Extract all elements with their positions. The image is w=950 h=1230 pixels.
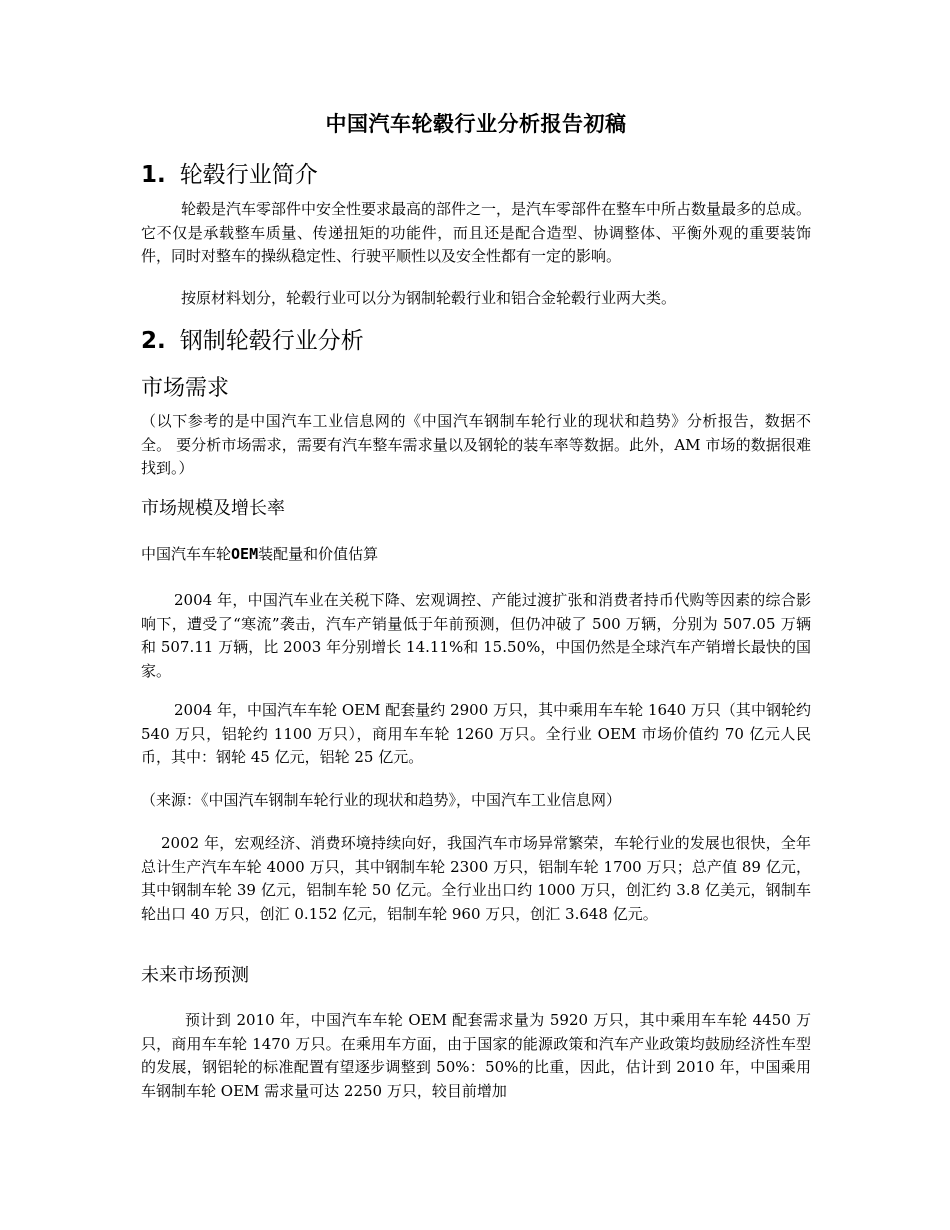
section-1-number: 1.: [141, 162, 166, 188]
document-title: 中国汽车轮毂行业分析报告初稿: [325, 112, 627, 136]
market-demand-heading: 市场需求: [141, 376, 230, 401]
section-1-paragraph-2: 按原材料划分，轮毂行业可以分为钢制轮毂行业和铝合金轮毂行业两大类。: [181, 289, 677, 307]
section-2-heading: [141, 322, 364, 355]
paragraph-2010-forecast: 预计到 2010 年，中国汽车车轮 OEM 配套需求量为 5920 万只，其中乘用车车轮 4450 万只，商用车车轮 1470 万只。在乘用车方面，由于国家的能源政策和汽车产业政策均鼓励经济性车型的发展，钢铝轮的标准配置有望逐步调整到 50%：50%的比重，因此，估计到 2010 年，中国乘用车钢制车轮 OEM 需求量可达 2250 万只，较目前增加: [141, 1011, 811, 1100]
source-citation: （来源：《中国汽车钢制车轮行业的现状和趋势》，中国汽车工业信息网）: [141, 791, 622, 809]
oem-estimate-heading-part-3: 装配量和价值估算: [258, 545, 379, 563]
reference-note: （以下参考的是中国汽车工业信息网的《中国汽车钢制车轮行业的现状和趋势》分析报告，数据不全。 要分析市场需求，需要有汽车整车需求量以及钢轮的装车率等数据。此外，AM 市场的数据很难找到。）: [141, 412, 811, 477]
section-1-paragraph-1: 轮毂是汽车零部件中安全性要求最高的部件之一，是汽车零部件在整车中所占数量最多的总成。它不仅是承载整车质量、传递扭矩的功能件，而且还是配合造型、协调整体、平衡外观的重要装饰件，同时对整车的操纵稳定性、行驶平顺性以及安全性都有一定的影响。: [141, 200, 812, 265]
paragraph-2004-oem-wheels: 2004 年，中国汽车车轮 OEM 配套量约 2900 万只，其中乘用车车轮 1640 万只（其中钢轮约 540 万只，铝轮约 1100 万只），商用车车轮 1260 万只。全行业 OEM 市场价值约 70 亿元人民币，其中：钢轮 45 亿元，铝轮 25 亿元。: [141, 701, 811, 766]
oem-estimate-heading-part-2: OEM: [231, 545, 259, 563]
oem-estimate-heading-part-1: 中国汽车车轮: [141, 545, 232, 563]
paragraph-2004-auto-industry: 2004 年，中国汽车业在关税下降、宏观调控、产能过渡扩张和消费者持币代购等因素的综合影响下，遭受了“寒流”袭击，汽车产销量低于年前预测，但仍冲破了 500 万辆，分别为 507.05 万辆和 507.11 万辆，比 2003 年分别增长 14.11%和 15.50%，中国仍然是全球汽车产销增长最快的国家。: [141, 591, 811, 680]
oem-estimate-heading: [141, 543, 378, 564]
section-2-title: 钢制轮毂行业分析: [179, 328, 364, 354]
section-1-title: 轮毂行业简介: [179, 162, 318, 188]
market-scale-heading: 市场规模及增长率: [141, 498, 285, 519]
paragraph-2002-production: 2002 年，宏观经济、消费环境持续向好，我国汽车市场异常繁荣，车轮行业的发展也很快，全年总计生产汽车车轮 4000 万只，其中钢制车轮 2300 万只，铝制车轮 1700 万只；总产值 89 亿元，其中钢制车轮 39 亿元，铝制车轮 50 亿元。全行业出口约 1000 万只，创汇约 3.8 亿美元，钢制车轮出口 40 万只，创汇 0.152 亿元，铝制车轮 960 万只，创汇 3.648 亿元。: [141, 834, 811, 923]
future-forecast-heading: 未来市场预测: [141, 965, 249, 986]
section-2-number: 2.: [141, 328, 166, 354]
section-1-heading: [141, 156, 318, 189]
